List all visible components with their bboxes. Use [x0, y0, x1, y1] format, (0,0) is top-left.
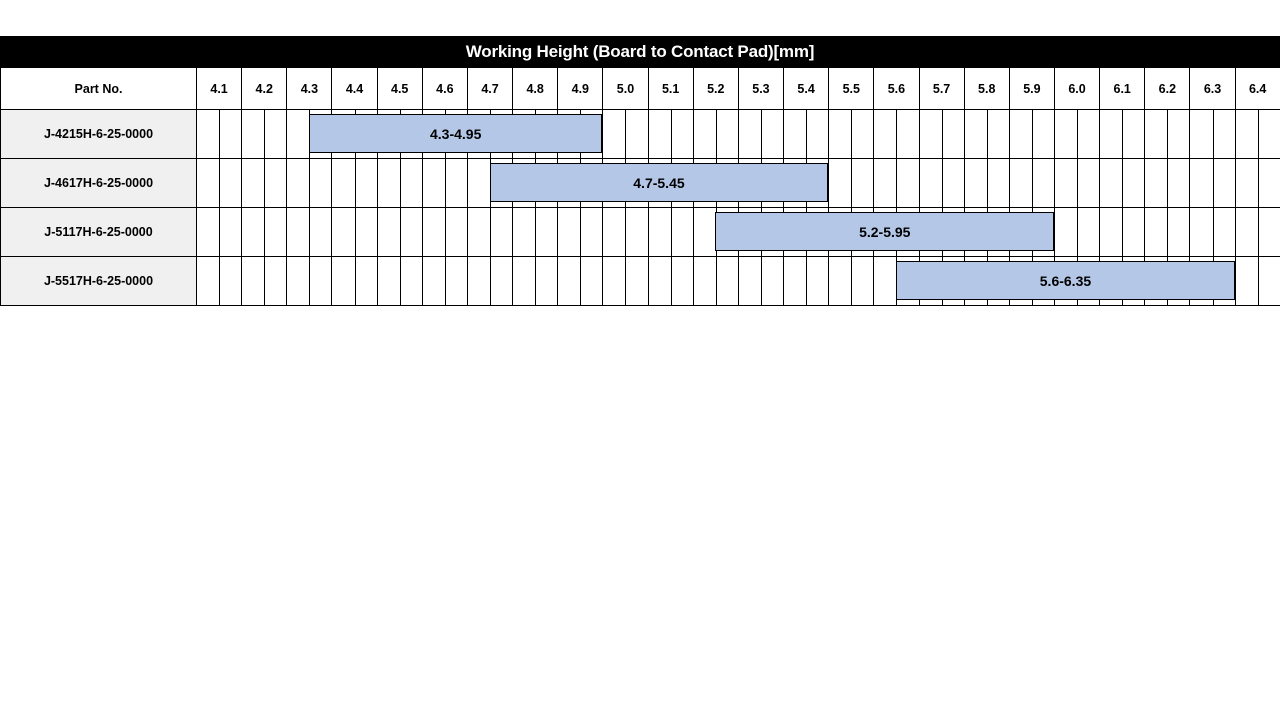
half-gridline [1122, 208, 1123, 256]
half-gridline [806, 257, 807, 305]
range-bar[interactable] [490, 163, 829, 202]
range-bar[interactable] [896, 261, 1235, 300]
grid-cell [242, 110, 287, 159]
range-bar-label: 4.7-5.45 [633, 174, 685, 191]
axis-tick-4.6: 4.6 [422, 68, 467, 110]
grid-cell [1190, 110, 1235, 159]
grid-cell [919, 159, 964, 208]
grid-cell [422, 159, 467, 208]
grid-cell [1054, 159, 1099, 208]
axis-tick-5.5: 5.5 [829, 68, 874, 110]
grid-cell [784, 257, 829, 306]
grid-cell [467, 208, 512, 257]
half-gridline [445, 208, 446, 256]
half-gridline [400, 159, 401, 207]
grid-cell [197, 257, 242, 306]
half-gridline [851, 159, 852, 207]
grid-cell [829, 159, 874, 208]
grid-cell [558, 257, 603, 306]
half-gridline [1122, 110, 1123, 158]
half-gridline [1167, 208, 1168, 256]
grid-cell [1235, 257, 1280, 306]
half-gridline [987, 159, 988, 207]
half-gridline [806, 110, 807, 158]
grid-cell [332, 159, 377, 208]
half-gridline [264, 159, 265, 207]
grid-cell [1100, 110, 1145, 159]
axis-tick-6.2: 6.2 [1145, 68, 1190, 110]
grid-cell [964, 110, 1009, 159]
grid-cell [1235, 159, 1280, 208]
table-row [1, 208, 1280, 257]
half-gridline [761, 110, 762, 158]
grid-cell [197, 159, 242, 208]
half-gridline [671, 110, 672, 158]
axis-tick-4.7: 4.7 [467, 68, 512, 110]
half-gridline [219, 159, 220, 207]
half-gridline [1213, 159, 1214, 207]
column-header-part-no: Part No. [1, 68, 197, 110]
grid-cell [1009, 110, 1054, 159]
axis-tick-6.1: 6.1 [1100, 68, 1145, 110]
grid-cell [693, 110, 738, 159]
grid-cell [197, 110, 242, 159]
part-no-cell: J-4617H-6-25-0000 [1, 159, 197, 208]
grid-cell [513, 208, 558, 257]
axis-tick-4.5: 4.5 [377, 68, 422, 110]
table-row [1, 110, 1280, 159]
half-gridline [761, 257, 762, 305]
half-gridline [625, 208, 626, 256]
grid-cell [242, 208, 287, 257]
half-gridline [219, 208, 220, 256]
axis-tick-5.4: 5.4 [784, 68, 829, 110]
grid-cell [784, 110, 829, 159]
half-gridline [490, 257, 491, 305]
grid-cell [919, 110, 964, 159]
grid-cell [603, 110, 648, 159]
part-no-cell: J-5117H-6-25-0000 [1, 208, 197, 257]
grid-cell [1235, 208, 1280, 257]
axis-tick-4.1: 4.1 [197, 68, 242, 110]
half-gridline [309, 159, 310, 207]
half-gridline [535, 257, 536, 305]
grid-cell [287, 257, 332, 306]
half-gridline [355, 159, 356, 207]
half-gridline [445, 257, 446, 305]
axis-tick-5.7: 5.7 [919, 68, 964, 110]
grid-cell [874, 110, 919, 159]
axis-tick-6.4: 6.4 [1235, 68, 1280, 110]
half-gridline [309, 208, 310, 256]
grid-cell [693, 257, 738, 306]
grid-cell [648, 110, 693, 159]
grid-cell [1145, 159, 1190, 208]
grid-cell [648, 257, 693, 306]
half-gridline [625, 257, 626, 305]
grid-cell [648, 208, 693, 257]
grid-cell [332, 257, 377, 306]
grid-cell [964, 159, 1009, 208]
half-gridline [309, 257, 310, 305]
half-gridline [219, 257, 220, 305]
axis-tick-4.3: 4.3 [287, 68, 332, 110]
axis-tick-4.9: 4.9 [558, 68, 603, 110]
chart-title: Working Height (Board to Contact Pad)[mm] [0, 36, 1280, 67]
grid-cell [1235, 110, 1280, 159]
half-gridline [264, 257, 265, 305]
half-gridline [896, 159, 897, 207]
axis-tick-5.9: 5.9 [1009, 68, 1054, 110]
grid-cell [738, 257, 783, 306]
half-gridline [1077, 110, 1078, 158]
half-gridline [445, 159, 446, 207]
half-gridline [580, 208, 581, 256]
range-bar[interactable] [309, 114, 603, 153]
grid-cell [1190, 159, 1235, 208]
half-gridline [490, 208, 491, 256]
half-gridline [851, 257, 852, 305]
range-bar-label: 5.2-5.95 [859, 223, 911, 240]
axis-tick-6.3: 6.3 [1190, 68, 1235, 110]
grid-cell [377, 159, 422, 208]
grid-cell [332, 208, 377, 257]
half-gridline [1258, 257, 1259, 305]
axis-tick-5.6: 5.6 [874, 68, 919, 110]
half-gridline [987, 110, 988, 158]
grid-cell [738, 110, 783, 159]
grid-cell [874, 159, 919, 208]
half-gridline [1213, 208, 1214, 256]
grid-cell [1054, 110, 1099, 159]
grid-cell [1054, 208, 1099, 257]
grid-cell [1145, 110, 1190, 159]
half-gridline [1032, 159, 1033, 207]
grid-cell [1100, 208, 1145, 257]
axis-tick-5.0: 5.0 [603, 68, 648, 110]
half-gridline [264, 110, 265, 158]
half-gridline [1167, 110, 1168, 158]
axis-tick-4.4: 4.4 [332, 68, 377, 110]
half-gridline [535, 208, 536, 256]
half-gridline [1077, 208, 1078, 256]
half-gridline [355, 257, 356, 305]
half-gridline [580, 257, 581, 305]
grid-cell [829, 110, 874, 159]
grid-cell [467, 257, 512, 306]
range-bar-label: 5.6-6.35 [1039, 272, 1092, 289]
axis-tick-4.8: 4.8 [513, 68, 558, 110]
axis-tick-4.2: 4.2 [242, 68, 287, 110]
grid-cell [422, 208, 467, 257]
half-gridline [1258, 208, 1259, 256]
grid-cell [197, 208, 242, 257]
grid-cell [513, 257, 558, 306]
grid-cell [377, 208, 422, 257]
half-gridline [1032, 110, 1033, 158]
grid-cell [1190, 208, 1235, 257]
half-gridline [355, 208, 356, 256]
half-gridline [671, 208, 672, 256]
half-gridline [942, 110, 943, 158]
half-gridline [1258, 110, 1259, 158]
axis-tick-6.0: 6.0 [1054, 68, 1099, 110]
table-header-row [1, 68, 1280, 110]
grid-cell [377, 257, 422, 306]
grid-cell [603, 257, 648, 306]
working-height-chart [0, 36, 1280, 306]
half-gridline [625, 110, 626, 158]
half-gridline [1077, 159, 1078, 207]
axis-tick-5.2: 5.2 [693, 68, 738, 110]
half-gridline [1122, 159, 1123, 207]
axis-tick-5.3: 5.3 [738, 68, 783, 110]
grid-cell [603, 208, 648, 257]
grid-cell [1100, 159, 1145, 208]
half-gridline [716, 257, 717, 305]
half-gridline [400, 208, 401, 256]
grid-cell [558, 208, 603, 257]
half-gridline [1213, 110, 1214, 158]
grid-cell [242, 159, 287, 208]
range-bar-label: 4.3-4.95 [430, 125, 482, 142]
half-gridline [896, 110, 897, 158]
grid-cell [242, 257, 287, 306]
grid-cell [287, 159, 332, 208]
half-gridline [219, 110, 220, 158]
axis-tick-5.1: 5.1 [648, 68, 693, 110]
half-gridline [716, 110, 717, 158]
grid-cell [1145, 208, 1190, 257]
half-gridline [1167, 159, 1168, 207]
half-gridline [851, 110, 852, 158]
grid-cell [422, 257, 467, 306]
range-bar[interactable] [715, 212, 1054, 251]
part-no-cell: J-5517H-6-25-0000 [1, 257, 197, 306]
grid-cell [1009, 159, 1054, 208]
grid-cell [287, 208, 332, 257]
axis-tick-5.8: 5.8 [964, 68, 1009, 110]
part-no-cell: J-4215H-6-25-0000 [1, 110, 197, 159]
half-gridline [1258, 159, 1259, 207]
grid-cell [829, 257, 874, 306]
half-gridline [264, 208, 265, 256]
half-gridline [671, 257, 672, 305]
half-gridline [400, 257, 401, 305]
half-gridline [942, 159, 943, 207]
